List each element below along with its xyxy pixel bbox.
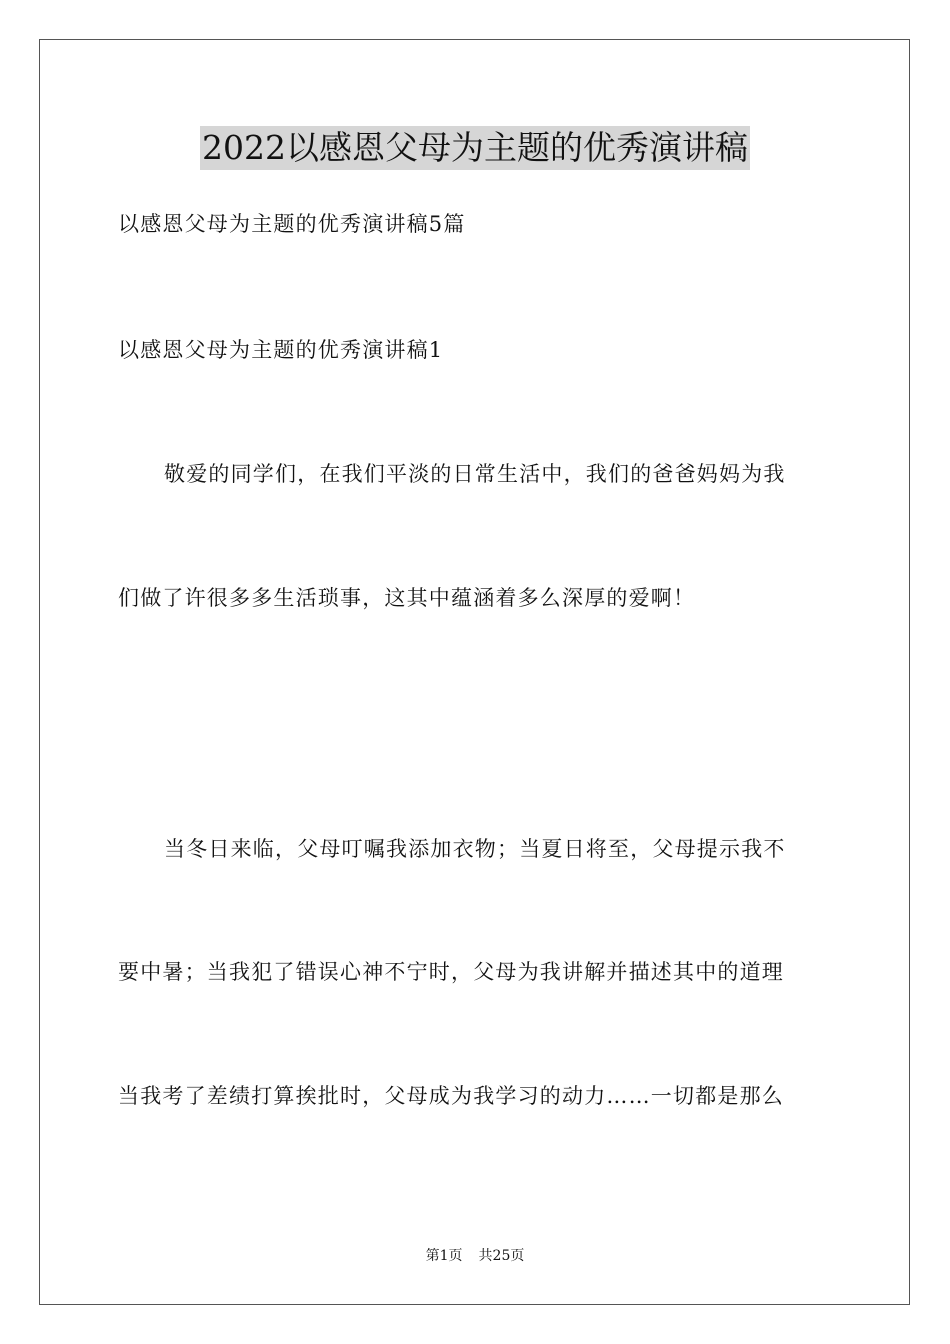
paragraph-line: 敬爱的同学们，在我们平淡的日常生活中，我们的爸爸妈妈为我 bbox=[164, 462, 786, 486]
title-container bbox=[0, 126, 950, 170]
section-heading: 以感恩父母为主题的优秀演讲稿1 bbox=[118, 338, 444, 362]
document-title: 2022以感恩父母为主题的优秀演讲稿 bbox=[200, 126, 750, 170]
paragraph-line: 当冬日来临，父母叮嘱我添加衣物；当夏日将至，父母提示我不 bbox=[164, 837, 786, 861]
paragraph-line: 当我考了差绩打算挨批时，父母成为我学习的动力……一切都是那么 bbox=[118, 1084, 784, 1108]
page-footer bbox=[0, 1247, 950, 1265]
subtitle-line: 以感恩父母为主题的优秀演讲稿5篇 bbox=[118, 212, 466, 236]
page-total: 共25页 bbox=[478, 1248, 525, 1264]
page-number: 第1页 bbox=[425, 1248, 463, 1264]
paragraph-line: 们做了许很多多生活琐事，这其中蕴涵着多么深厚的爱啊！ bbox=[118, 586, 696, 610]
paragraph-line: 要中暑；当我犯了错误心神不宁时，父母为我讲解并描述其中的道理 bbox=[118, 960, 784, 984]
